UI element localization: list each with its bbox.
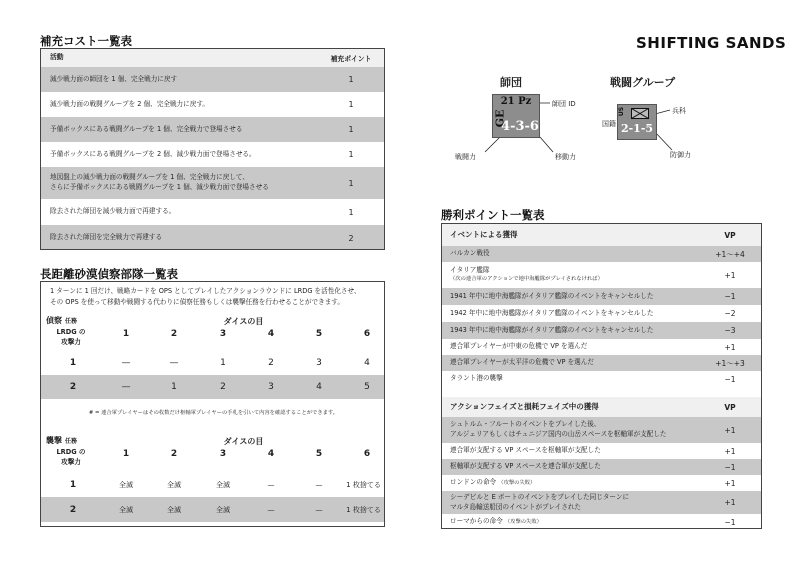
raid-die: 6 bbox=[363, 449, 371, 459]
lrdg-table bbox=[40, 281, 385, 527]
callout-movement: 移動力 bbox=[555, 153, 576, 161]
division-values: 4-3-6 bbox=[501, 119, 539, 134]
vp-phase-line2: アルジェリアもしくはチュニジア国内の山岳スペースを枢軸軍が支配した bbox=[450, 430, 667, 438]
vp-phase-note: （攻撃の失敗） bbox=[504, 519, 542, 526]
vp-event-value: −3 bbox=[724, 326, 736, 335]
infantry-branch-icon bbox=[631, 108, 649, 119]
raid-die: 3 bbox=[219, 449, 227, 459]
vp-event-text: バルカン戦役 bbox=[450, 249, 490, 258]
recon-footnote: # = 連合軍プレイヤーはその枚数だけ枢軸軍プレイヤーの手札を引いて内容を確認することができます。 bbox=[88, 410, 339, 416]
vp-table bbox=[441, 223, 762, 529]
recon-die: 5 bbox=[315, 329, 323, 339]
lrdg-table-title: 長距離砂漠偵察部隊一覧表 bbox=[40, 267, 178, 281]
vp-phase-main: ロンドンの命令 bbox=[450, 478, 497, 487]
vp-event-row bbox=[442, 262, 761, 288]
vp-event-value: −1 bbox=[724, 292, 736, 301]
raid-cell: 全滅 bbox=[216, 505, 230, 514]
replacement-row-text: 減少戦力面の戦闘グループを 2 個、完全戦力に戻す。 bbox=[50, 99, 209, 108]
recon-strength: 2 bbox=[69, 382, 77, 392]
raid-die: 1 bbox=[122, 449, 130, 459]
recon-strength: 1 bbox=[69, 358, 77, 368]
division-id: 21 Pz bbox=[500, 96, 532, 107]
vp-event-text: 1942 年中に地中海艦隊がイタリア艦隊のイベントをキャンセルした bbox=[450, 308, 654, 317]
replacement-row-points: 2 bbox=[348, 233, 354, 243]
replacement-row bbox=[41, 199, 384, 225]
raid-cell: 全滅 bbox=[216, 480, 230, 489]
recon-cell: 5 bbox=[364, 382, 370, 392]
vp-phase-line1: シーデビルと E ボートのイベントをプレイした同じターンに bbox=[450, 492, 630, 501]
vp-phase-text bbox=[442, 420, 699, 439]
recon-cell: 2 bbox=[268, 358, 274, 368]
recon-cell: 1 bbox=[220, 358, 226, 368]
vp-phase-row bbox=[442, 514, 761, 529]
replacement-row-points: 1 bbox=[348, 178, 354, 188]
vp-event-value: +1 bbox=[724, 270, 736, 280]
vp-event-text: タラント港の襲撃 bbox=[450, 374, 503, 383]
replacement-row-text: 除去された師団を完全戦力で再建する bbox=[50, 233, 163, 242]
vp-phase-value: −1 bbox=[724, 462, 736, 472]
vp-event-value: −1 bbox=[724, 374, 736, 384]
vp-phase-value: −1 bbox=[724, 517, 736, 527]
replacement-row-points: 1 bbox=[348, 207, 354, 217]
raid-cell: — bbox=[267, 505, 275, 514]
replacement-row bbox=[41, 225, 384, 250]
recon-strength-header-line1: LRDG の bbox=[56, 328, 86, 336]
vp-phase-row bbox=[442, 491, 761, 514]
battle-group-nation: US bbox=[618, 106, 626, 117]
replacement-header-row bbox=[41, 49, 384, 67]
replacement-row bbox=[41, 167, 384, 199]
replacement-row-text: 予備ボックスにある戦闘グループを 1 個、完全戦力で登場させる bbox=[50, 124, 243, 133]
vp-phase-header-vp: VP bbox=[724, 402, 736, 412]
replacement-row-text: 除去された師団を減少戦力面で再建する。 bbox=[50, 207, 176, 216]
replacement-row-points: 1 bbox=[348, 75, 354, 84]
vp-event-text bbox=[442, 266, 699, 283]
recon-cell: — bbox=[121, 382, 131, 392]
replacement-table-title: 補充コスト一覧表 bbox=[40, 34, 132, 48]
replacement-row-points: 1 bbox=[348, 125, 354, 134]
raid-cell: 全滅 bbox=[167, 505, 181, 514]
recon-cell: — bbox=[169, 358, 179, 368]
recon-cell: 1 bbox=[171, 382, 177, 392]
vp-phase-row bbox=[442, 459, 761, 475]
vp-phase-value: +1 bbox=[724, 478, 736, 488]
raid-strength: 2 bbox=[69, 504, 77, 515]
vp-event-note: （次の連合軍のアクションで地中海艦隊がプレイされなければ） bbox=[450, 275, 603, 282]
callout-branch: 兵科 bbox=[672, 107, 686, 115]
replacement-table bbox=[40, 48, 385, 250]
recon-die: 6 bbox=[363, 329, 371, 339]
points-header: 補充ポイント bbox=[330, 55, 372, 63]
vp-event-line1: イタリア艦隊 bbox=[450, 266, 490, 275]
raid-die: 2 bbox=[170, 449, 178, 459]
replacement-row-text: 減少戦力面の師団を 1 個、完全戦力に戻す bbox=[50, 74, 178, 83]
recon-dice-header: ダイスの目 bbox=[223, 317, 264, 326]
vp-phase-text bbox=[442, 517, 699, 527]
vp-event-row bbox=[442, 371, 761, 387]
recon-label-sub: 任務 bbox=[65, 318, 78, 325]
replacement-row bbox=[41, 92, 384, 117]
callout-defense: 防御力 bbox=[670, 151, 691, 159]
raid-row bbox=[41, 472, 384, 497]
raid-label-main: 襲撃 bbox=[46, 436, 62, 445]
recon-die: 3 bbox=[219, 329, 227, 339]
raid-strength-header-line1: LRDG の bbox=[56, 448, 86, 456]
vp-table-title: 勝利ポイント一覧表 bbox=[441, 208, 545, 222]
replacement-row-line2: さらに予備ボックスにある戦闘グループを 1 個、減少戦力面で登場させる bbox=[50, 183, 269, 191]
vp-event-value: +1 bbox=[724, 342, 736, 352]
vp-events-header-vp: VP bbox=[724, 230, 736, 240]
vp-phase-text bbox=[442, 493, 699, 512]
lrdg-intro bbox=[50, 286, 361, 307]
vp-phase-text bbox=[442, 478, 699, 488]
callout-combat-strength: 戦闘力 bbox=[455, 153, 476, 161]
raid-cell: 1 枚捨てる bbox=[346, 505, 381, 514]
vp-phase-header-label: アクションフェイズと損耗フェイズ中の獲得 bbox=[450, 401, 599, 411]
recon-label-main: 偵察 bbox=[46, 316, 62, 325]
replacement-row-points: 1 bbox=[348, 150, 354, 159]
vp-event-text: 連合軍プレイヤーが中東の危機で VP を選んだ bbox=[450, 342, 588, 351]
battle-group-values: 2-1-5 bbox=[620, 122, 654, 135]
division-counter bbox=[492, 94, 540, 138]
vp-phase-line2: マルタ島輸送船団のイベントがプレイされた bbox=[450, 502, 582, 511]
game-title: SHIFTING SANDS bbox=[636, 34, 787, 52]
vp-event-row bbox=[442, 339, 761, 355]
recon-die: 2 bbox=[170, 329, 178, 339]
vp-phase-header bbox=[442, 397, 761, 417]
activity-header: 活動 bbox=[50, 53, 64, 62]
raid-row bbox=[41, 497, 384, 522]
recon-cell: 3 bbox=[316, 358, 322, 368]
vp-event-text: 1943 年中に地中海艦隊がイタリア艦隊のイベントをキャンセルした bbox=[450, 325, 654, 334]
vp-event-row bbox=[442, 355, 761, 371]
raid-cell: — bbox=[315, 505, 323, 514]
vp-phase-text: 連合軍が支配する VP スペースを枢軸軍が支配した bbox=[450, 446, 601, 455]
battle-group-counter bbox=[617, 104, 657, 140]
replacement-row-text bbox=[41, 173, 318, 192]
vp-event-row bbox=[442, 305, 761, 322]
raid-cell: — bbox=[315, 480, 323, 489]
vp-event-value: +1〜+3 bbox=[715, 358, 745, 368]
recon-cell: 3 bbox=[268, 382, 274, 392]
raid-die: 4 bbox=[267, 449, 275, 459]
recon-strength-header-line2: 攻撃力 bbox=[61, 337, 81, 346]
vp-phase-text: 枢軸軍が支配する VP スペースを連合軍が支配した bbox=[450, 462, 601, 471]
raid-cell: — bbox=[267, 480, 275, 489]
recon-row bbox=[41, 375, 384, 399]
vp-events-header bbox=[442, 224, 761, 246]
raid-strength: 1 bbox=[69, 479, 77, 490]
callout-division-id: 師団 ID bbox=[552, 100, 576, 108]
recon-dice-row bbox=[41, 329, 385, 345]
raid-label-sub: 任務 bbox=[65, 438, 78, 445]
recon-cell: 4 bbox=[364, 358, 370, 368]
division-heading: 師団 bbox=[500, 76, 522, 89]
lrdg-intro-line2: その OPS を使って移動や戦闘する代わりに偵察任務もしくは襲撃任務を行わせることができます。 bbox=[50, 297, 344, 306]
vp-phase-row bbox=[442, 443, 761, 459]
replacement-row-text: 予備ボックスにある戦闘グループを 2 個、減少戦力面で登場させる。 bbox=[50, 149, 256, 158]
recon-row bbox=[41, 351, 384, 375]
raid-cell: 全滅 bbox=[119, 480, 133, 489]
raid-strength-header-line2: 攻撃力 bbox=[61, 457, 81, 466]
vp-phase-note: （攻撃の失敗） bbox=[498, 480, 536, 487]
recon-cell: — bbox=[121, 358, 131, 368]
raid-dice-row bbox=[41, 449, 385, 465]
vp-event-text: 連合軍プレイヤーが太平洋の危機で VP を選んだ bbox=[450, 358, 594, 367]
recon-die: 1 bbox=[122, 329, 130, 339]
vp-phase-value: +1 bbox=[724, 498, 736, 507]
vp-events-header-label: イベントによる獲得 bbox=[450, 229, 518, 239]
raid-die: 5 bbox=[315, 449, 323, 459]
recon-die: 4 bbox=[267, 329, 275, 339]
replacement-row-points: 1 bbox=[348, 100, 354, 109]
vp-phase-main: ローマからの命令 bbox=[450, 517, 503, 526]
vp-event-value: −2 bbox=[724, 309, 736, 318]
raid-cell: 1 枚捨てる bbox=[346, 480, 381, 489]
vp-event-row bbox=[442, 246, 761, 262]
vp-phase-value: +1 bbox=[724, 425, 736, 435]
vp-event-text: 1941 年中に地中海艦隊がイタリア艦隊のイベントをキャンセルした bbox=[450, 291, 654, 300]
callout-nationality: 国籍 bbox=[602, 120, 616, 128]
vp-event-row bbox=[442, 288, 761, 305]
raid-dice-header: ダイスの目 bbox=[223, 437, 264, 446]
vp-phase-value: +1 bbox=[724, 446, 736, 456]
vp-phase-line1: シュトルム・フルートのイベントをプレイした後、 bbox=[450, 420, 601, 429]
replacement-row bbox=[41, 67, 384, 92]
lrdg-intro-line1: 1 ターンに 1 回だけ、戦略カードを OPS としてプレイしたアクションラウンドに LRDG を活性化させ、 bbox=[50, 287, 361, 295]
vp-phase-row bbox=[442, 475, 761, 491]
recon-cell: 2 bbox=[220, 382, 226, 392]
replacement-row bbox=[41, 142, 384, 167]
raid-cell: 全滅 bbox=[167, 480, 181, 489]
division-nation: GE bbox=[493, 109, 507, 128]
battle-group-heading: 戦闘グループ bbox=[610, 76, 676, 89]
replacement-row-line1: 地図盤上の減少戦力面の戦闘グループを 1 個、完全戦力に戻して、 bbox=[50, 173, 249, 182]
replacement-row bbox=[41, 117, 384, 142]
raid-cell: 全滅 bbox=[119, 505, 133, 514]
vp-event-value: +1〜+4 bbox=[715, 249, 745, 259]
vp-event-row bbox=[442, 322, 761, 339]
recon-cell: 4 bbox=[316, 382, 322, 392]
vp-phase-row bbox=[442, 417, 761, 443]
